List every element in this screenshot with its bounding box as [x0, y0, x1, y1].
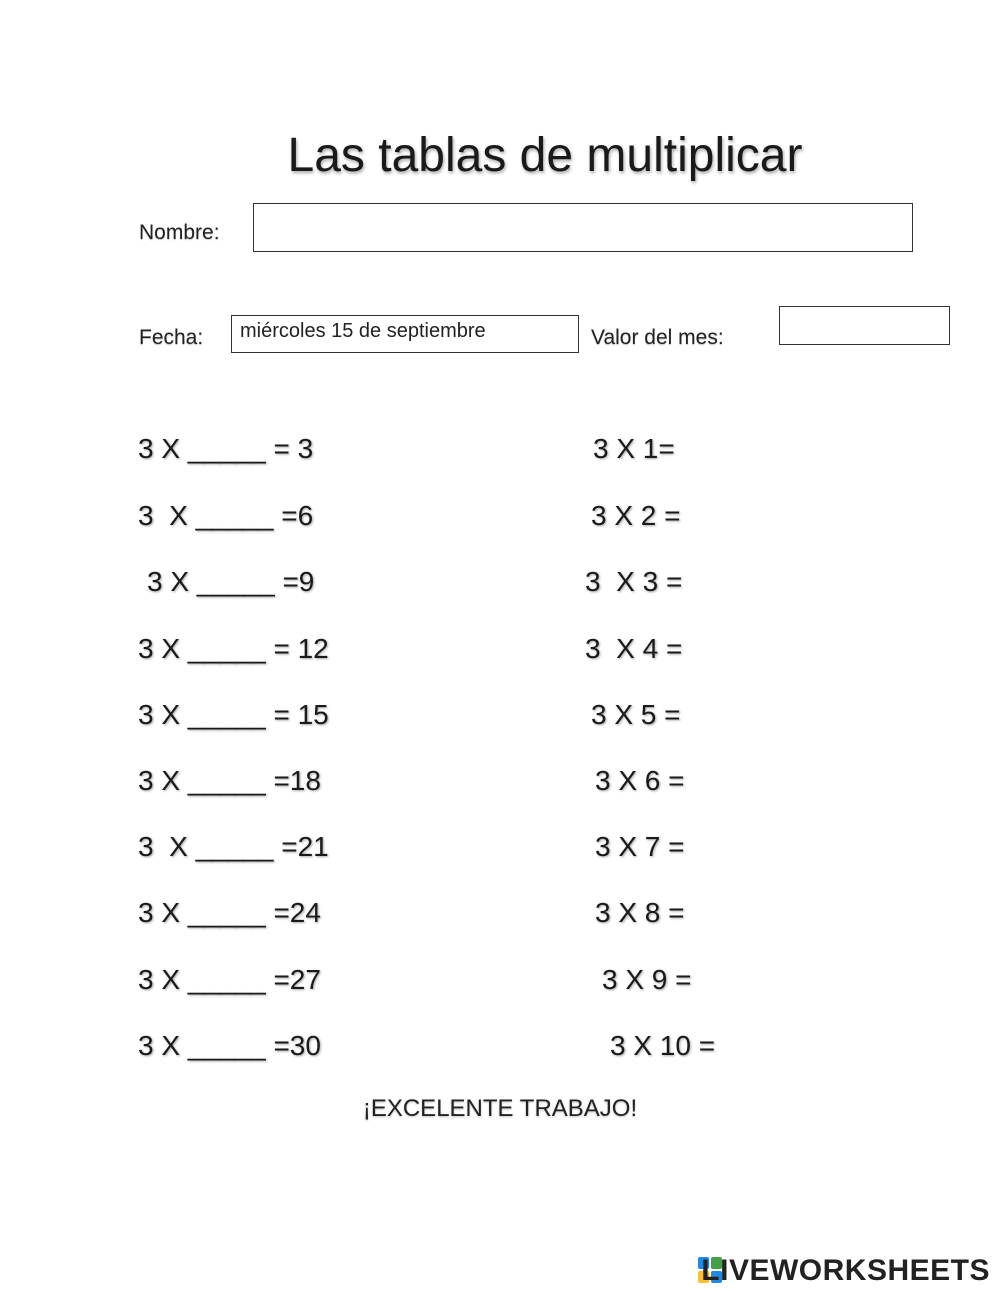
right-equation-9: 3 X 9 =: [602, 964, 692, 995]
nombre-label: Nombre:: [139, 221, 220, 244]
fecha-field[interactable]: [231, 315, 579, 353]
right-equation-3: 3 X 3 =: [585, 566, 683, 597]
right-equation-1: 3 X 1=: [593, 433, 675, 464]
left-equation-9: 3 X _____ =27: [138, 964, 321, 995]
fecha-value: miércoles 15 de septiembre: [240, 320, 486, 342]
valor-field[interactable]: [779, 306, 950, 345]
right-equation-7: 3 X 7 =: [595, 831, 685, 862]
closing-message: ¡EXCELENTE TRABAJO!: [362, 1095, 638, 1122]
fecha-label: Fecha:: [139, 326, 204, 349]
left-equation-8: 3 X _____ =24: [138, 897, 321, 928]
valor-label: Valor del mes:: [591, 326, 724, 349]
right-equation-6: 3 X 6 =: [595, 765, 685, 796]
left-equation-4: 3 X _____ = 12: [138, 633, 329, 664]
nombre-value: [254, 204, 912, 208]
left-equation-6: 3 X _____ =18: [138, 765, 321, 796]
valor-value: [780, 307, 949, 311]
right-equation-10: 3 X 10 =: [610, 1030, 716, 1061]
page-title: Las tablas de multiplicar: [287, 129, 803, 182]
left-equation-5: 3 X _____ = 15: [138, 699, 329, 730]
right-equation-4: 3 X 4 =: [585, 633, 683, 664]
nombre-field[interactable]: [253, 203, 913, 252]
right-equation-2: 3 X 2 =: [591, 500, 681, 531]
left-equation-1: 3 X _____ = 3: [138, 433, 314, 464]
right-equation-8: 3 X 8 =: [595, 897, 685, 928]
left-equation-2: 3 X _____ =6: [138, 500, 314, 531]
brand-name: LIVEWORKSHEETS: [701, 1254, 990, 1287]
left-equation-3: 3 X _____ =9: [147, 566, 315, 597]
left-equation-10: 3 X _____ =30: [138, 1030, 321, 1061]
left-equation-7: 3 X _____ =21: [138, 831, 329, 862]
right-equation-5: 3 X 5 =: [591, 699, 681, 730]
